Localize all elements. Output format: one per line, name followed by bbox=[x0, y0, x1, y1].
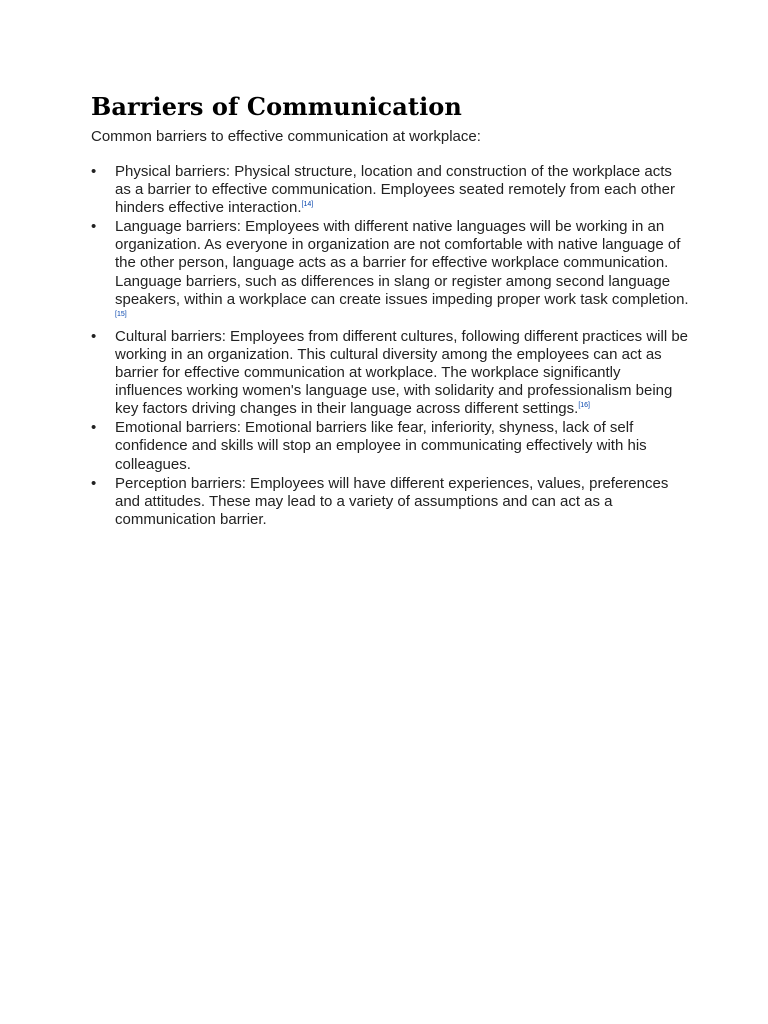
reference-link[interactable]: [15] bbox=[115, 310, 127, 318]
intro-paragraph: Common barriers to effective communication at workplace: bbox=[91, 128, 481, 145]
bullet-icon: • bbox=[91, 419, 97, 437]
list-item-perception-barriers bbox=[91, 475, 691, 529]
bullet-icon: • bbox=[91, 218, 97, 236]
list-item-language-barriers bbox=[91, 218, 691, 327]
bullet-icon: • bbox=[91, 163, 97, 180]
barriers-list bbox=[91, 163, 691, 529]
list-item-text: Perception barriers: Employees will have different experiences, values, preferences and attitudes. These may lead to a variety of assumptions and can act as a communication barrier. bbox=[115, 474, 669, 528]
bullet-icon: • bbox=[91, 474, 97, 492]
list-item-text: Physical barriers: Physical structure, location and construction of the workplace acts as a barrier to effective communication. Employees seated remotely from each other hinders effective interaction. bbox=[115, 163, 675, 217]
reference-link[interactable]: [16] bbox=[578, 402, 591, 410]
list-item-text: Language barriers: Employees with different native languages will be working in an organization. As everyone in organization are not comfortable with native language of the other person, language acts as a barrier for effective workplace communication. Language barriers, such as differences in slang or register among second language speakers, within a workplace can create issues impeding proper work task completion. bbox=[115, 218, 689, 308]
list-item-emotional-barriers bbox=[91, 419, 691, 473]
list-item-physical-barriers bbox=[91, 163, 691, 217]
list-item-text: Emotional barriers: Emotional barriers like fear, inferiority, shyness, lack of self confidence and skills will stop an employee in communicating effectively with his colleagues. bbox=[115, 419, 647, 473]
list-item-cultural-barriers bbox=[91, 328, 691, 418]
list-item-text: Cultural barriers: Employees from different cultures, following different practices will be working in an organization. This cultural diversity among the employees can act as barrier for effective communication at workplace. The workplace significantly influences working women's language use, with solidarity and professionalism being key factors driving changes in their language across different settings. bbox=[115, 327, 689, 418]
bullet-icon: • bbox=[91, 327, 97, 345]
reference-link[interactable]: [14] bbox=[301, 201, 314, 209]
page-title: Barriers of Communication bbox=[91, 92, 462, 121]
document-page bbox=[91, 92, 691, 530]
